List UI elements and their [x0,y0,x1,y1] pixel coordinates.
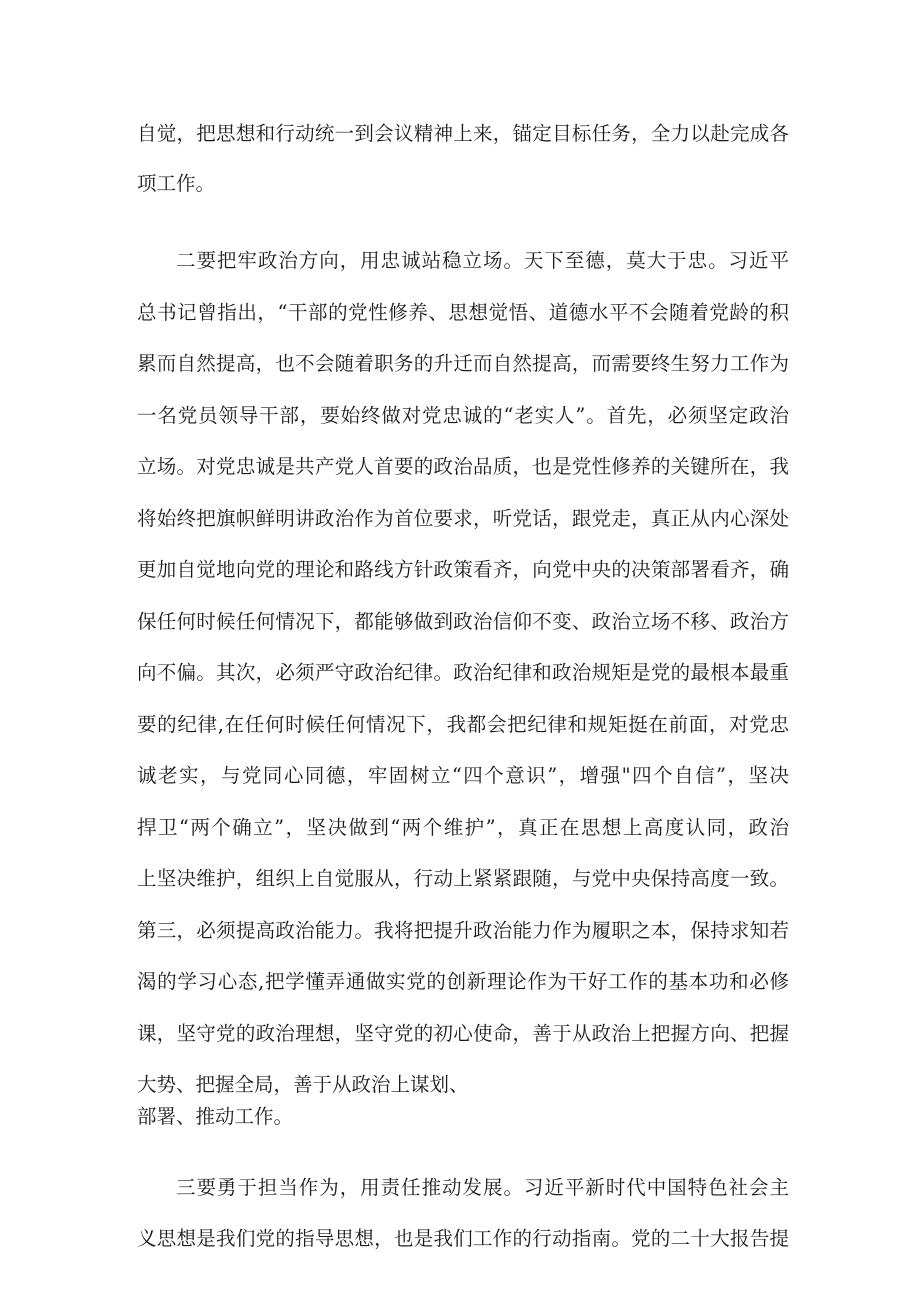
text-line: 保任何时候任何情况下，都能够做到政治信仰不变、政治立场不移、政治方 [137,610,789,633]
text-line: 课，坚守党的政治理想，坚守党的初心使命，善于从政治上把握方向、把握 [137,1022,789,1045]
text-line: 项工作。 [137,172,216,195]
text-line: 累而自然提高，也不会随着职务的升迁而自然提高，而需要终生努力工作为 [137,352,789,375]
text-line: 更加自觉地向党的理论和路线方针政策看齐，向党中央的决策部署看齐，确 [137,558,789,581]
text-line: 一名党员领导干部，要始终做对党忠诚的“老实人”。首先，必须坚定政治 [137,404,789,427]
text-line: 总书记曾指出，“干部的党性修养、思想觉悟、道德水平不会随着党龄的积 [137,301,789,324]
text-line: 立场。对党忠诚是共产党人首要的政治品质，也是党性修养的关键所在，我 [137,455,789,478]
text-line: 第三，必须提高政治能力。我将把提升政治能力作为履职之本，保持求知若 [137,919,789,942]
text-line: 部署、推动工作。 [137,1105,294,1128]
text-line: 大势、把握全局，善于从政治上谋划、 [137,1073,469,1096]
text-line: 上坚决维护，组织上自觉服从，行动上紧紧跟随，与党中央保持高度一致。 [137,867,789,890]
text-line: 诚老实，与党同心同德，牢固树立“四个意识”，增强"四个自信”，坚决 [137,764,789,787]
text-line: 将始终把旗帜鲜明讲政治作为首位要求，听党话，跟党走，真正从内心深处 [137,507,789,530]
text-line: 向不偏。其次，必须严守政治纪律。政治纪律和政治规矩是党的最根本最重 [137,661,789,684]
text-line: 捍卫“两个确立”，坚决做到“两个维护”，真正在思想上高度认同，政治 [137,816,789,839]
paragraph-first-line: 三要勇于担当作为，用责任推动发展。习近平新时代中国特色社会主 [176,1176,789,1199]
text-line: 要的纪律,在任何时候任何情况下，我都会把纪律和规矩挺在前面，对党忠 [137,713,789,736]
paragraph-first-line: 二要把牢政治方向，用忠诚站稳立场。天下至德，莫大于忠。习近平 [176,249,789,272]
text-line: 自觉，把思想和行动统一到会议精神上来，锚定目标任务，全力以赴完成各 [137,122,789,145]
text-line: 义思想是我们党的指导思想，也是我们工作的行动指南。党的二十大报告提 [137,1227,789,1250]
text-line: 渴的学习心态,把学懂弄通做实党的创新理论作为干好工作的基本功和必修 [137,970,789,993]
